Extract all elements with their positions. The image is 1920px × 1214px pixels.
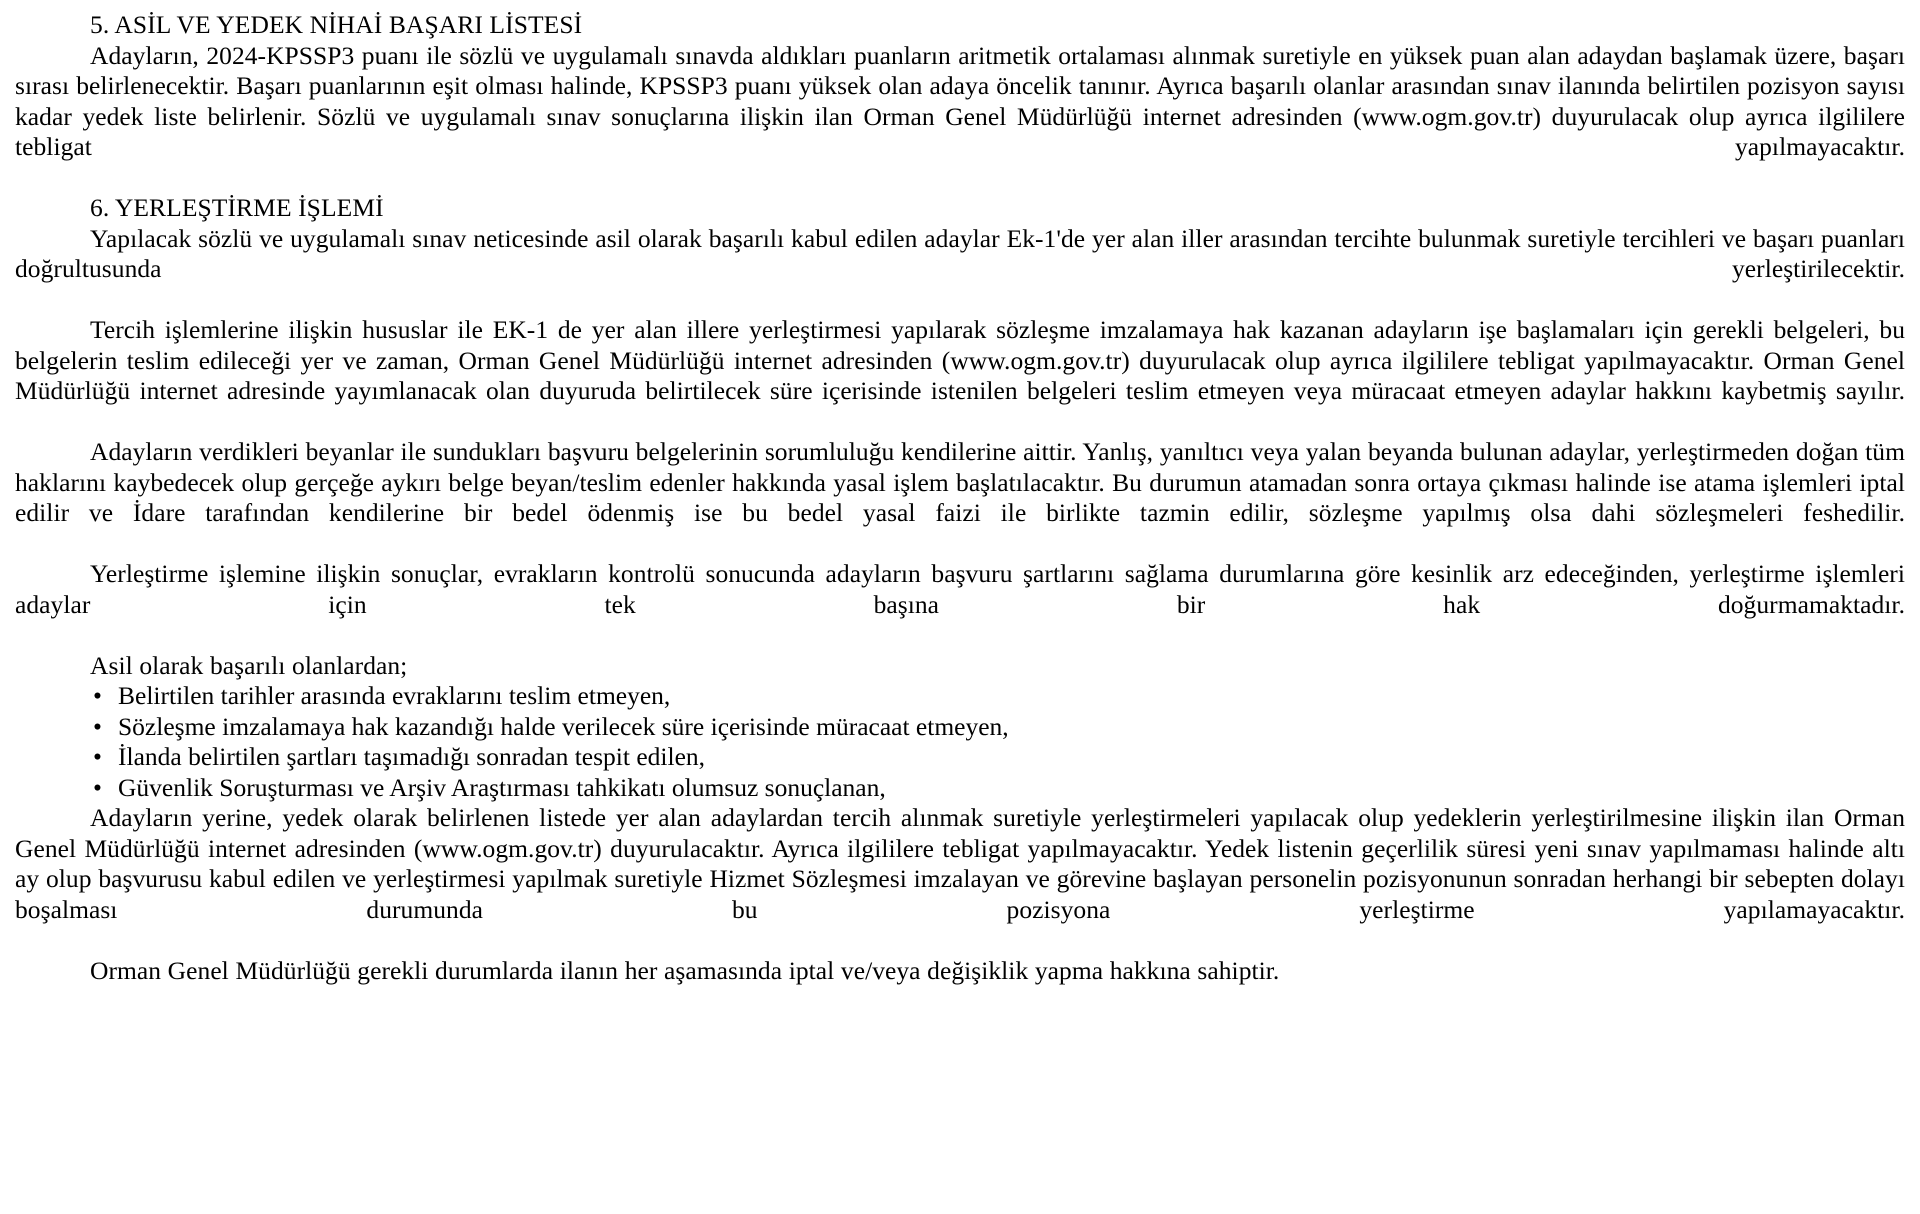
section-6-paragraph-2: Tercih işlemlerine ilişkin hususlar ile EK-1 de yer alan illere yerleştirmesi yapılarak sözleşme imzalamaya hak kazanan adayların işe başlamaları için gerekli belgeleri, bu belgelerin teslim edileceği yer ve zaman, Orman Genel Müdürlüğü internet adresinden (www.ogm.gov.tr) duyurulacak olup ayrıca ilgililere tebligat yapılmayacaktır. Orman Genel Müdürlüğü internet adresinde yayımlanacak olan duyuruda belirtilecek süre içerisinde istenilen belgeleri teslim etmeyen veya müracaat etmeyen adaylar hakkını kaybetmiş sayılır. (15, 315, 1905, 405)
list-item-label: Belirtilen tarihler arasında evraklarını teslim etmeyen, (118, 681, 671, 710)
section-5-paragraph-1: Adayların, 2024-KPSSP3 puanı ile sözlü ve uygulamalı sınavda aldıkları puanların aritmetik ortalaması alınmak suretiyle en yüksek puan alan adaydan başlamak üzere, başarı sırası belirlenecektir. Başarı puanlarının eşit olması halinde, KPSSP3 puanı yüksek olan adaya öncelik tanınır. Ayrıca başarılı olanlar arasından sınav ilanında belirtilen pozisyon sayısı kadar yedek liste belirlenir. Sözlü ve uygulamalı sınav sonuçlarına ilişkin ilan Orman Genel Müdürlüğü internet adresinden (www.ogm.gov.tr) duyurulacak olup ayrıca ilgililere tebligat yapılmayacaktır. (15, 40, 1905, 161)
section-asil-ve-yedek-nihai-basari-listesi (15, 10, 1905, 193)
section-yerlestirme-islemi (15, 193, 1905, 986)
document-body (15, 10, 1905, 986)
section-6-paragraph-7: Orman Genel Müdürlüğü gerekli durumlarda ilanın her aşamasında iptal ve/veya değişiklik yapma hakkına sahiptir. (90, 955, 1280, 985)
bullet-point-icon: • (93, 681, 102, 710)
list-item (15, 742, 1905, 773)
section-6-heading: 6. YERLEŞTİRME İŞLEMİ (90, 193, 384, 222)
list-item-label: İlanda belirtilen şartları taşımadığı sonradan tespit edilen, (118, 742, 706, 771)
list-item (15, 712, 1905, 743)
section-6-paragraph-1: Yapılacak sözlü ve uygulamalı sınav neticesinde asil olarak başarılı kabul edilen adaylar Ek-1'de yer alan iller arasından tercihte bulunmak suretiyle tercihleri ve başarı puanları doğrultusunda yerleştirilecektir. (15, 223, 1905, 283)
section-6-paragraph-6: Adayların yerine, yedek olarak belirlenen listede yer alan adaylardan tercih alınmak suretiyle yerleştirmeleri yapılacak olup yedeklerin yerleştirilmesine ilişkin ilan Orman Genel Müdürlüğü internet adresinden (www.ogm.gov.tr) duyurulacaktır. Ayrıca ilgililere tebligat yapılmayacaktır. Yedek listenin geçerlilik süresi yeni sınav yapılmaması halinde altı ay olup başvurusu kabul edilen ve yerleştirmesi yapılmak suretiyle Hizmet Sözleşmesi imzalayan ve görevine başlayan personelin pozisyonunun sonradan herhangi bir sebepten dolayı boşalması durumunda bu pozisyona yerleştirme yapılamayacaktır. (15, 803, 1905, 924)
section-6-paragraph-4: Yerleştirme işlemine ilişkin sonuçlar, evrakların kontrolü sonucunda adayların başvuru şartlarını sağlama durumlarına göre kesinlik arz edeceğinden, yerleştirme işlemleri adaylar için tek başına bir hak doğurmamaktadır. (15, 559, 1905, 619)
section-6-paragraph-5-lead-in: Asil olarak başarılı olanlardan; (90, 650, 408, 680)
list-item (15, 773, 1905, 804)
section-5-heading: 5. ASİL VE YEDEK NİHAİ BAŞARI LİSTESİ (90, 10, 583, 39)
bullet-point-icon: • (93, 711, 102, 741)
asil-basarili-kosullar-list (15, 681, 1905, 803)
bullet-point-icon: • (93, 772, 102, 802)
list-item-label: Sözleşme imzalamaya hak kazandığı halde verilecek süre içerisinde müracaat etmeyen, (118, 711, 1009, 741)
list-item (15, 681, 1905, 712)
list-item-label: Güvenlik Soruşturması ve Arşiv Araştırması tahkikatı olumsuz sonuçlanan, (118, 772, 886, 802)
section-6-paragraph-3: Adayların verdikleri beyanlar ile sundukları başvuru belgelerinin sorumluluğu kendilerine aittir. Yanlış, yanıltıcı veya yalan beyanda bulunan adaylar, yerleştirmeden doğan tüm haklarını kaybedecek olup gerçeğe aykırı belge beyan/teslim edenler hakkında yasal işlem başlatılacaktır. Bu durumun atamadan sonra ortaya çıkması halinde ise atama işlemleri iptal edilir ve İdare tarafından kendilerine bir bedel ödenmiş ise bu bedel yasal faizi ile birlikte tazmin edilir, sözleşme yapılmış olsa dahi sözleşmeleri feshedilir. (15, 437, 1905, 527)
bullet-point-icon: • (93, 742, 102, 771)
